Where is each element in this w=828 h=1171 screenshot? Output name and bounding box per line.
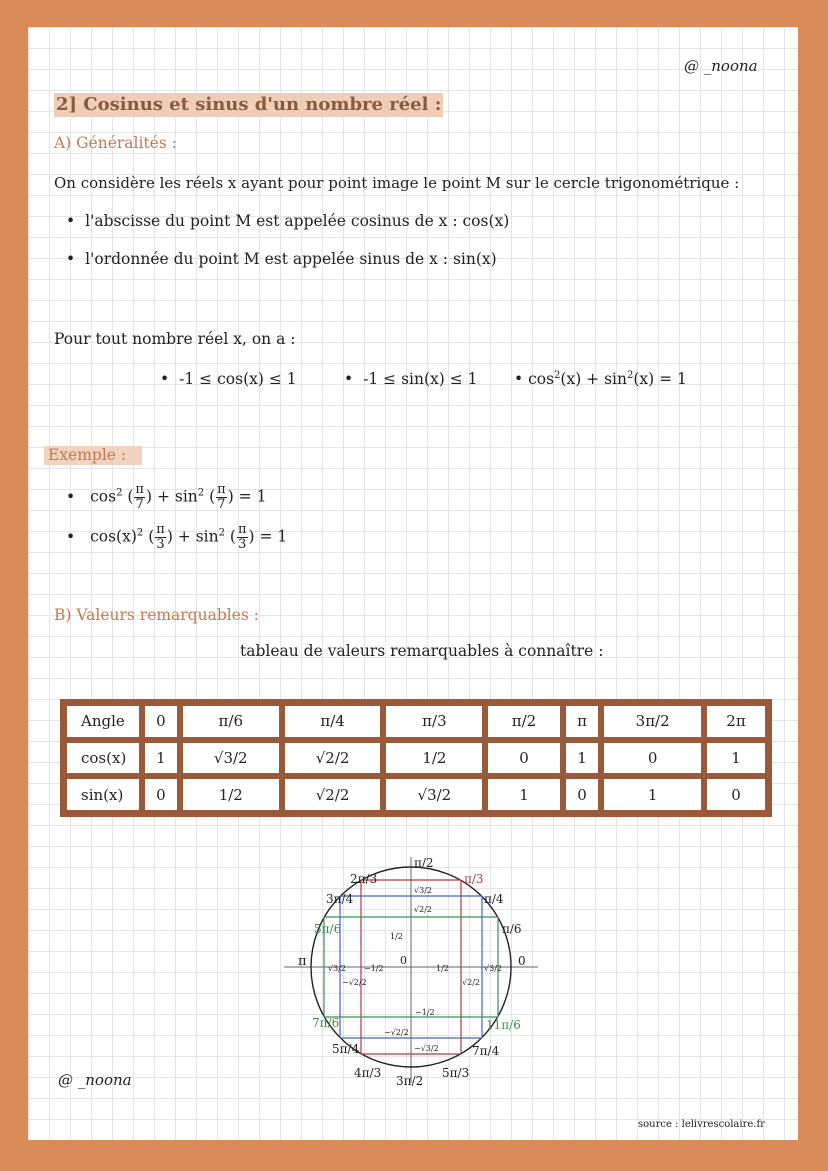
label-7pi4: 7π/4 bbox=[472, 1044, 500, 1058]
author-handle: @ _noona bbox=[684, 57, 758, 75]
source-credit: source : lelivrescolaire.fr bbox=[638, 1119, 765, 1130]
table-cell: π bbox=[564, 704, 601, 739]
table-cell: 0 bbox=[143, 777, 179, 812]
table-cell: √2/2 bbox=[283, 741, 383, 776]
label-pi4: π/4 bbox=[484, 892, 504, 906]
table-cell: 2π bbox=[705, 704, 767, 739]
label-3pi4: 3π/4 bbox=[326, 892, 354, 906]
table-cell: π/4 bbox=[283, 704, 383, 739]
table-cell: 0 bbox=[486, 741, 561, 776]
example-label: Exemple : bbox=[44, 446, 142, 465]
label-3pi2: 3π/2 bbox=[396, 1074, 424, 1087]
table-cell: Angle bbox=[65, 704, 141, 739]
label-r3-y: √3/2 bbox=[414, 886, 432, 895]
label-pi6: π/6 bbox=[502, 922, 522, 936]
prop-identity: • $\cos^2(x) + \sin^2(x) = 1$ bbox=[514, 370, 687, 389]
bullet-sin: • l'ordonnée du point M est appelée sinus de x : sin(x) bbox=[66, 250, 497, 268]
table-cell: 1 bbox=[143, 741, 179, 776]
label-mhalf-y: −1/2 bbox=[415, 1008, 435, 1017]
example-1: • $\cos^2$ ( $\frac{\pi}{7}$ ) + $\sin^2$ ( $\frac{\pi}{7}$ ) = 1 bbox=[66, 483, 266, 512]
trig-circle-svg bbox=[276, 847, 546, 1087]
table-cell: 1/2 bbox=[384, 741, 484, 776]
label-mr2-y: −√2/2 bbox=[384, 1028, 409, 1037]
section-title: 2] Cosinus et sinus d'un nombre réel : bbox=[56, 94, 442, 115]
author-handle-bottom: @ _noona bbox=[58, 1071, 132, 1089]
label-pi: π bbox=[298, 954, 307, 969]
table-cell: π/6 bbox=[181, 704, 281, 739]
values-table bbox=[60, 699, 772, 817]
table-cell: 0 bbox=[602, 741, 703, 776]
table-cell: √2/2 bbox=[283, 777, 383, 812]
label-mr3-x: √3/2 bbox=[328, 964, 346, 973]
bullet-cos: • l'abscisse du point M est appelée cosinus de x : cos(x) bbox=[66, 212, 509, 230]
label-11pi6: 11π/6 bbox=[486, 1018, 521, 1032]
intro-text: On considère les réels x ayant pour point image le point M sur le cercle trigonométrique : bbox=[54, 174, 740, 192]
table-cell: 1 bbox=[486, 777, 561, 812]
for-all-text: Pour tout nombre réel x, on a : bbox=[54, 330, 296, 348]
label-0: 0 bbox=[518, 954, 526, 968]
prop-cos-bound: • -1 ≤ cos(x) ≤ 1 bbox=[160, 370, 297, 388]
label-origin: 0 bbox=[400, 954, 407, 967]
label-mr3-y: −√3/2 bbox=[414, 1044, 439, 1053]
table-cell: 0 bbox=[143, 704, 179, 739]
label-half-y: 1/2 bbox=[390, 932, 403, 941]
table-cell: √3/2 bbox=[384, 777, 484, 812]
table-header-row bbox=[65, 704, 767, 739]
label-mr2-x: −√2/2 bbox=[342, 978, 367, 987]
table-cell: √3/2 bbox=[181, 741, 281, 776]
table-cell: cos(x) bbox=[65, 741, 141, 776]
label-7pi6: 7π/6 bbox=[312, 1016, 340, 1030]
table-cell: sin(x) bbox=[65, 777, 141, 812]
table-cell: 1/2 bbox=[181, 777, 281, 812]
table-cell: π/3 bbox=[384, 704, 484, 739]
table-cell: π/2 bbox=[486, 704, 561, 739]
label-pi3: π/3 bbox=[464, 872, 484, 886]
table-row bbox=[65, 777, 767, 812]
label-r3-x: √3/2 bbox=[484, 964, 502, 973]
table-cell: 1 bbox=[602, 777, 703, 812]
subheading-valeurs: B) Valeurs remarquables : bbox=[54, 606, 260, 624]
table-cell: 3π/2 bbox=[602, 704, 703, 739]
example-2: • $\cos(x)^2$ ( $\frac{\pi}{3}$ ) + $\sin^2$ ( $\frac{\pi}{3}$ ) = 1 bbox=[66, 523, 287, 552]
table-cell: 1 bbox=[705, 741, 767, 776]
label-pi2: π/2 bbox=[414, 856, 434, 870]
label-mhalf-x: −1/2 bbox=[364, 964, 384, 973]
label-2pi3: 2π/3 bbox=[350, 872, 378, 886]
label-4pi3: 4π/3 bbox=[354, 1066, 382, 1080]
table-caption: tableau de valeurs remarquables à connaître : bbox=[240, 642, 604, 660]
label-r2-y: √2/2 bbox=[414, 905, 432, 914]
label-r2-x: √2/2 bbox=[462, 978, 480, 987]
label-5pi4: 5π/4 bbox=[332, 1042, 360, 1056]
label-5pi3: 5π/3 bbox=[442, 1066, 470, 1080]
table-cell: 1 bbox=[564, 741, 601, 776]
label-5pi6: 5π/6 bbox=[314, 922, 342, 936]
prop-sin-bound: • -1 ≤ sin(x) ≤ 1 bbox=[344, 370, 478, 388]
label-half-x: 1/2 bbox=[436, 964, 449, 973]
table-row bbox=[65, 741, 767, 776]
subheading-generalites: A) Généralités : bbox=[54, 134, 177, 152]
notebook-page bbox=[28, 27, 798, 1140]
trig-circle-diagram bbox=[276, 847, 546, 1087]
table-cell: 0 bbox=[564, 777, 601, 812]
table-cell: 0 bbox=[705, 777, 767, 812]
